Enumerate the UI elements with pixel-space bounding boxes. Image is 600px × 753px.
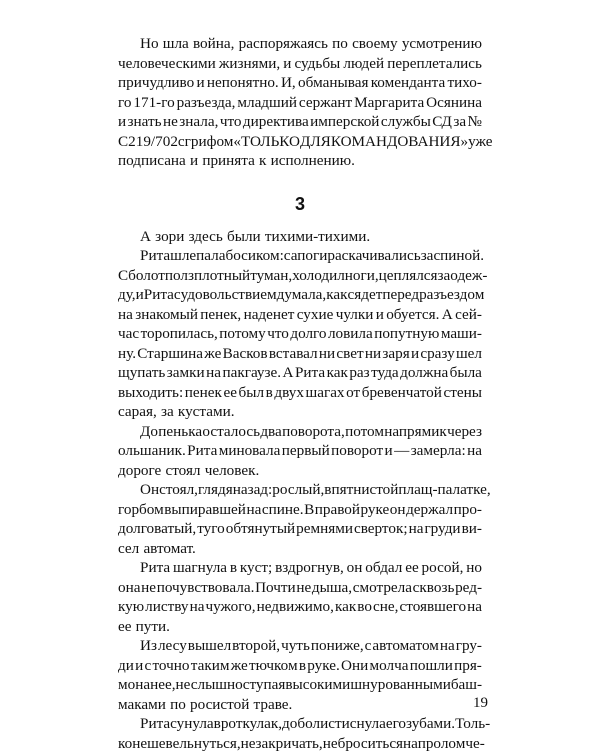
text-line: выходить: пенек ее был в двух шагах от бревенчатой стены [118, 383, 482, 403]
section-text-after-heading [118, 227, 482, 753]
text-line: сел автомат. [118, 539, 482, 559]
text-line: До пенька осталось два поворота, потом напрямик через [118, 422, 482, 442]
paragraph [118, 34, 482, 171]
paragraph [118, 714, 482, 753]
text-line: мо на нее, неслышно ступая высокими шнурованными баш- [118, 675, 482, 695]
text-line: ольшаник. Рита миновала первый поворот и — замерла: на [118, 441, 482, 461]
paragraph [118, 636, 482, 714]
text-line: ди и с точно таким же тючком в руке. Они молча пошли пря- [118, 656, 482, 676]
page-number: 19 [458, 694, 488, 713]
text-line: С219/702 с грифом «ТОЛЬКО ДЛЯ КОМАНДОВАНИЯ» уже [118, 132, 482, 152]
text-line: человеческими жизнями, и судьбы людей переплетались [118, 54, 482, 74]
text-line: подписана и принята к исполнению. [118, 151, 482, 171]
text-line: А зори здесь были тихими-тихими. [118, 227, 482, 247]
paragraph [118, 422, 482, 481]
text-line: кую листву на чужого, недвижимо, как во сне, стоявшего на [118, 597, 482, 617]
text-line: и знать не знала, что директива имперской службы СД за № [118, 112, 482, 132]
chapter-heading: 3 [118, 192, 482, 216]
text-line: долговатый, туго обтянутый ремнями сверток; на груди ви- [118, 519, 482, 539]
text-line: Он стоял, глядя назад: рослый, в пятнистой плащ-палатке, [118, 480, 482, 500]
text-line: ко не шевельнуться, не закричать, не броситься напролом че- [118, 734, 482, 753]
text-line: час торопилась, потому что долго ловила попутную маши- [118, 324, 482, 344]
text-line: Но шла война, распоряжаясь по своему усмотрению [118, 34, 482, 54]
paragraph [118, 246, 482, 422]
text-line: ее пути. [118, 617, 482, 637]
paragraph [118, 227, 482, 247]
text-line: го 171-го разъезда, младший сержант Маргарита Осянина [118, 93, 482, 113]
text-line: она не почувствовала. Почти не дыша, смотрела сквозь ред- [118, 578, 482, 598]
text-line: ну. Старшина же Васков вставал ни свет ни заря и сразу шел [118, 344, 482, 364]
text-line: причудливо и непонятно. И, обманывая коменданта тихо- [118, 73, 482, 93]
text-line: Рита шлепала босиком: сапоги раскачивались за спиной. [118, 246, 482, 266]
text-line: Рита сунула в рот кулак, до боли стиснула его зубами. Толь- [118, 714, 482, 734]
text-line: щупать замки на пакгаузе. А Рита как раз туда должна была [118, 363, 482, 383]
book-page-text [118, 34, 482, 753]
text-line: Рита шагнула в куст; вздрогнув, он обдал ее росой, но [118, 558, 482, 578]
text-line: Из лесу вышел второй, чуть пониже, с автоматом на гру- [118, 636, 482, 656]
section-text-before-heading [118, 34, 482, 171]
paragraph [118, 480, 482, 558]
text-line: дороге стоял человек. [118, 461, 482, 481]
text-line: на знакомый пенек, наденет сухие чулки и обуется. А сей- [118, 305, 482, 325]
text-line: горбом выпиравшей на спине. В правой руке он держал про- [118, 500, 482, 520]
text-line: сарая, за кустами. [118, 402, 482, 422]
paragraph [118, 558, 482, 636]
text-line: С болот полз плотный туман, холодил ноги, цеплялся за одеж- [118, 266, 482, 286]
text-line: маками по росистой траве. [118, 695, 482, 715]
text-line: ду, и Рита с удовольствием думала, как сядет перед разъездом [118, 285, 482, 305]
